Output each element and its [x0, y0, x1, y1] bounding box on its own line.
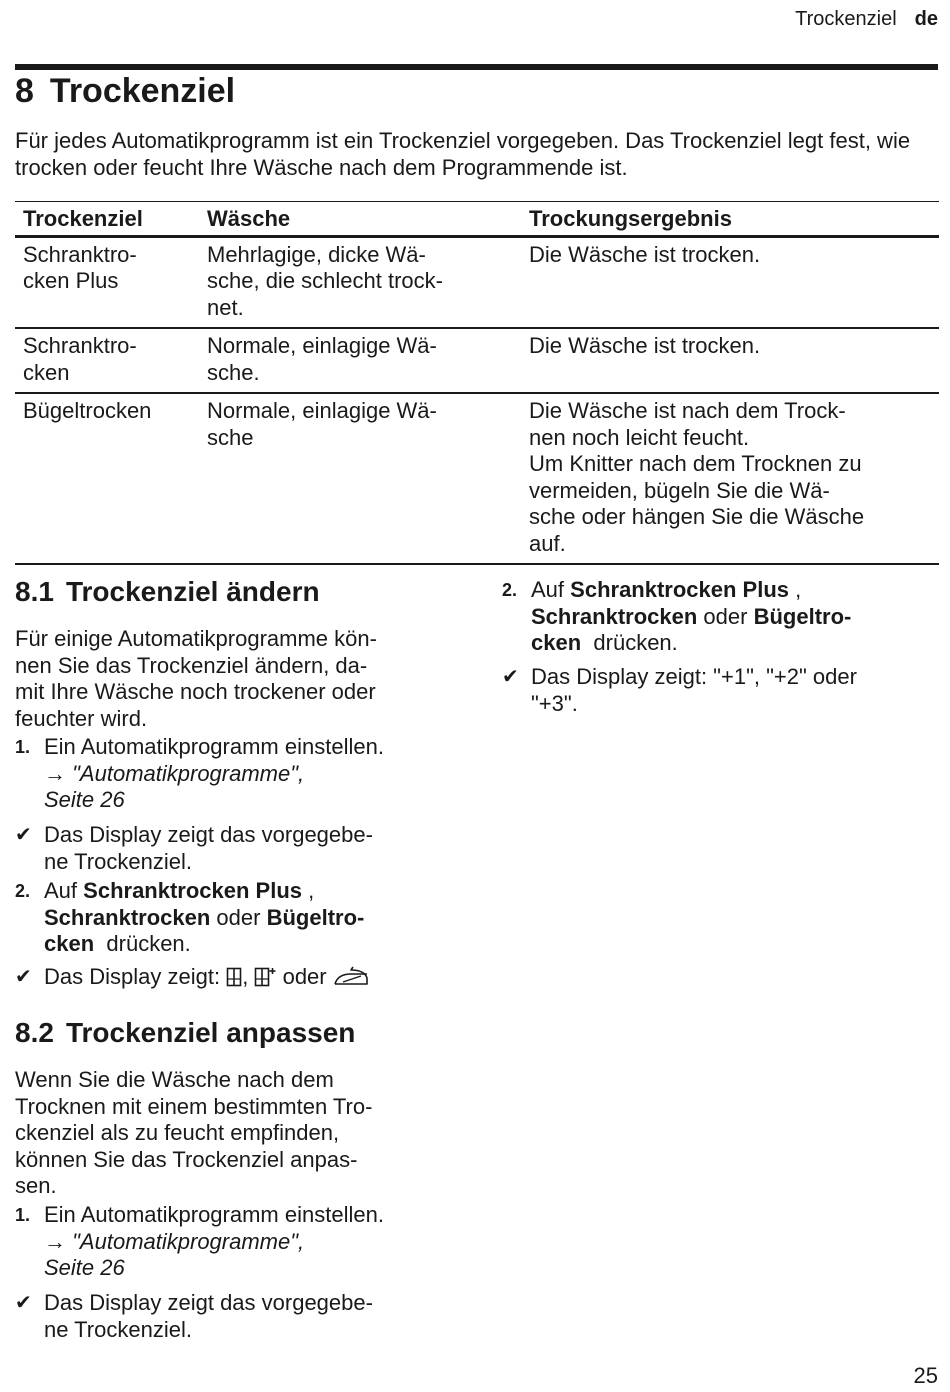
table-row — [15, 236, 939, 328]
option-cupboard-dry-plus: Schranktrocken Plus — [83, 878, 303, 903]
option-iron-dry-part-2: cken — [531, 630, 582, 655]
step-text-press: drücken. — [593, 630, 678, 655]
table-cell-laundry: Mehrlagige, dicke Wä- sche, die schlecht trock- net. — [199, 236, 521, 328]
cupboard-dry-icon — [226, 967, 242, 987]
arrow-right-icon: → — [44, 760, 66, 786]
header-rule — [15, 64, 938, 70]
table-header-laundry: Wäsche — [199, 202, 521, 237]
comma: , — [302, 878, 315, 903]
step-marker: 2. — [502, 580, 518, 600]
table-row — [15, 393, 939, 564]
running-head-language: de — [914, 8, 938, 30]
table-cell-result: Die Wäsche ist trocken. — [521, 328, 939, 393]
section-8-1-result-2 — [15, 964, 455, 991]
step-text-oder: oder — [216, 904, 261, 930]
step-text-oder: oder — [703, 603, 748, 629]
table-cell-result: Die Wäsche ist trocken. — [521, 236, 939, 328]
step-text-press: drücken. — [106, 931, 191, 956]
section-8-1-step-2 — [15, 878, 455, 958]
cross-reference-text: "Automatikprogramme", Seite 26 — [44, 760, 305, 812]
chapter-intro: Für jedes Automatikprogramm ist ein Trockenziel vorgegeben. Das Trockenziel legt fest, wie trocken oder feucht Ihre Wäsche nach dem Programmende ist. — [15, 128, 911, 180]
checkmark-icon: ✔ — [502, 666, 519, 688]
cupboard-dry-plus-icon — [254, 967, 276, 987]
iron-dry-icon — [333, 965, 369, 987]
step-text-auf: Auf — [44, 878, 78, 903]
chapter-title — [15, 72, 235, 111]
step-marker: 1. — [15, 737, 31, 757]
table-cell-laundry: Normale, einlagige Wä- sche. — [199, 328, 521, 393]
cross-reference-link[interactable] — [44, 761, 455, 814]
result-text-oder: oder — [282, 964, 327, 989]
section-8-2-title — [15, 1017, 355, 1049]
table-cell-target: Schranktro- cken Plus — [15, 236, 199, 328]
option-cupboard-dry: Schranktrocken — [44, 904, 211, 930]
section-8-1-intro: Für einige Automatikprogramme kön- nen Sie das Trockenziel ändern, da- mit Ihre Wäsche noch trockener oder feuchter wird. — [15, 626, 377, 731]
dry-target-table — [15, 201, 939, 565]
checkmark-icon: ✔ — [15, 824, 32, 846]
table-cell-result: Die Wäsche ist nach dem Trock- nen noch leicht feucht. Um Knitter nach dem Trocknen zu vermeiden, bügeln Sie die Wä- sche oder hängen Sie die Wäsche auf. — [521, 393, 939, 564]
chapter-number: 8 — [15, 72, 34, 110]
section-8-2-intro: Wenn Sie die Wäsche nach dem Trocknen mit einem bestimmten Tro- ckenziel als zu feucht empfinden, können Sie das Trockenziel anpas- sen. — [15, 1067, 373, 1198]
section-8-2-title-text: Trockenziel anpassen — [65, 1017, 356, 1048]
table-row — [15, 328, 939, 393]
separator: , — [242, 964, 249, 989]
result-text: Das Display zeigt das vorgegebe- ne Trockenziel. — [44, 1290, 373, 1342]
option-cupboard-dry: Schranktrocken — [531, 603, 698, 629]
step-text: Ein Automatikprogramm einstellen. — [44, 734, 384, 759]
option-cupboard-dry-plus: Schranktrocken Plus — [570, 577, 790, 602]
step-text-auf: Auf — [531, 577, 565, 602]
option-iron-dry-part-1: Bügeltro- — [753, 603, 852, 629]
chapter-title-text: Trockenziel — [49, 72, 236, 110]
section-8-2-result-2 — [502, 664, 942, 717]
option-iron-dry-part-2: cken — [44, 931, 95, 956]
option-iron-dry-part-1: Bügeltro- — [266, 904, 365, 930]
result-text-prefix: Das Display zeigt: — [44, 964, 221, 989]
table-cell-laundry: Normale, einlagige Wä- sche — [199, 393, 521, 564]
table-header-row — [15, 202, 939, 237]
step-marker: 1. — [15, 1205, 31, 1225]
section-8-1-number: 8.1 — [15, 576, 54, 607]
section-8-2-result-1 — [15, 1290, 455, 1343]
section-8-2-step-2 — [502, 577, 942, 657]
table-header-result: Trockungsergebnis — [521, 202, 939, 237]
result-text: Das Display zeigt das vorgegebe- ne Trockenziel. — [44, 822, 373, 874]
step-marker: 2. — [15, 881, 31, 901]
checkmark-icon: ✔ — [15, 966, 32, 988]
step-text: Ein Automatikprogramm einstellen. — [44, 1202, 384, 1227]
table-cell-target: Bügeltrocken — [15, 393, 199, 564]
result-text: Das Display zeigt: "+1", "+2" oder "+3". — [531, 664, 857, 716]
table-cell-target: Schranktro- cken — [15, 328, 199, 393]
section-8-2-number: 8.2 — [15, 1017, 54, 1048]
page-number: 25 — [913, 1363, 938, 1388]
checkmark-icon: ✔ — [15, 1292, 32, 1314]
running-head-section: Trockenziel — [795, 8, 897, 30]
section-8-1-step-1 — [15, 734, 455, 814]
running-head — [795, 8, 938, 31]
cross-reference-text: "Automatikprogramme", Seite 26 — [44, 1228, 305, 1280]
section-8-1-title — [15, 576, 320, 608]
table-header-target: Trockenziel — [15, 202, 199, 237]
section-8-2-step-1 — [15, 1202, 455, 1282]
section-8-1-title-text: Trockenziel ändern — [65, 576, 320, 607]
section-8-1-result-1 — [15, 822, 455, 875]
arrow-right-icon: → — [44, 1228, 66, 1254]
comma: , — [789, 577, 802, 602]
cross-reference-link[interactable] — [44, 1229, 455, 1282]
